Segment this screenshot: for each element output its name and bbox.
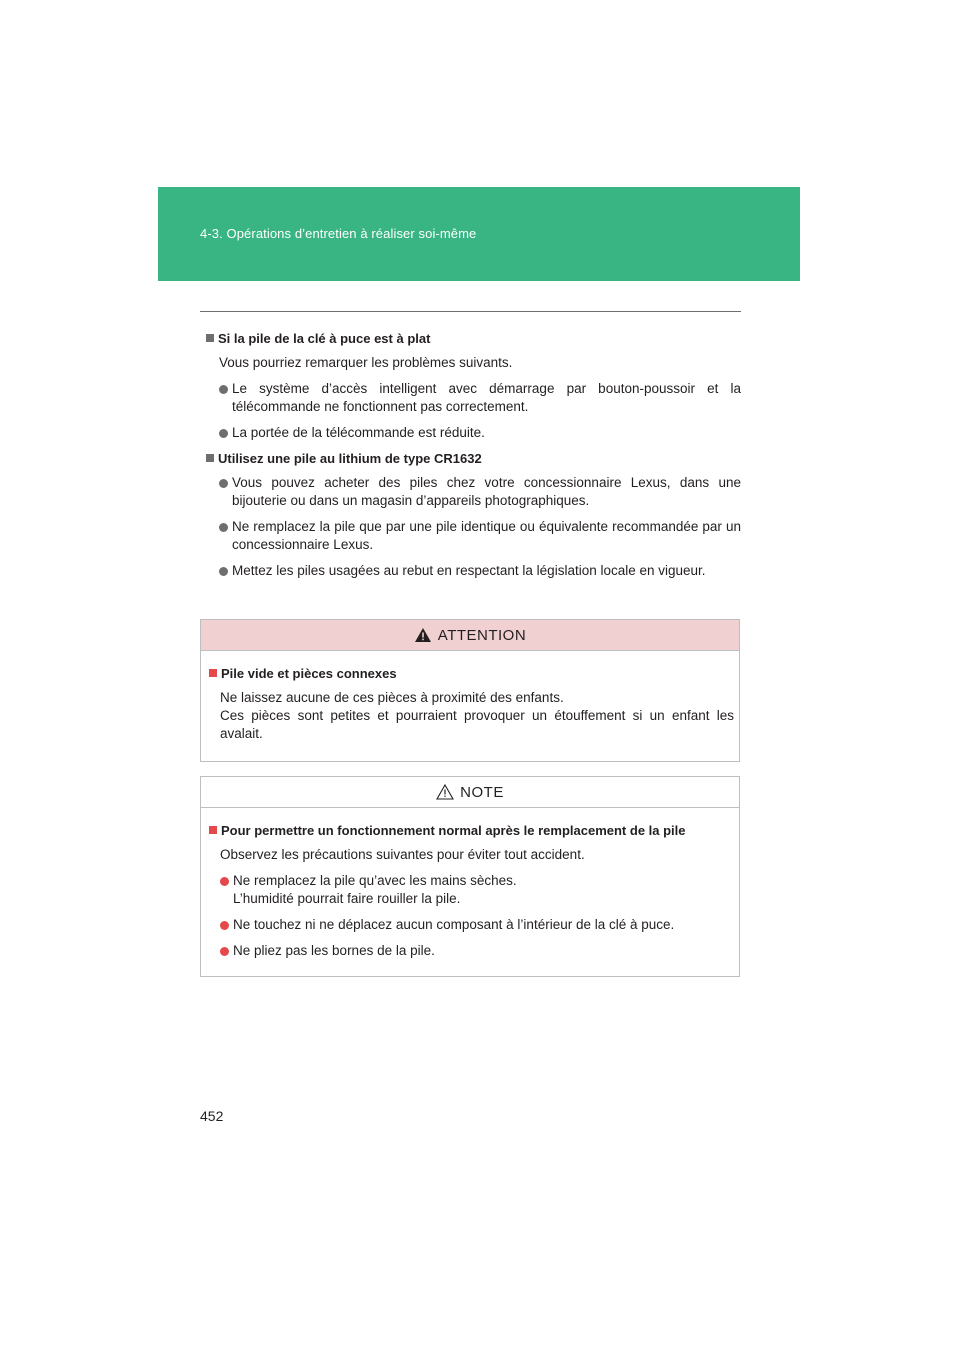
bullet-dot-icon: [220, 947, 229, 956]
square-bullet-icon: [206, 334, 214, 342]
list-item: Ne remplacez la pile que par une pile identique ou équivalente recommandée par un concessionnaire Lexus.: [219, 518, 741, 554]
list-item: Vous pouvez acheter des piles chez votre concessionnaire Lexus, dans une bijouterie ou dans un magasin d’appareils photographiques.: [219, 474, 741, 510]
chapter-header-band: [158, 187, 800, 281]
section-title-dead-battery: Si la pile de la clé à puce est à plat: [206, 330, 741, 348]
bullet-dot-icon: [219, 429, 228, 438]
attention-box: [200, 619, 740, 762]
note-header: [201, 777, 739, 808]
section-intro: Vous pourriez remarquer les problèmes suivants.: [219, 355, 513, 370]
note-intro: Observez les précautions suivantes pour éviter tout accident.: [220, 847, 585, 862]
attention-label: ATTENTION: [437, 626, 527, 644]
attention-line-1: Ne laissez aucune de ces pièces à proximité des enfants.: [220, 690, 564, 705]
note-body: [201, 808, 739, 978]
warning-triangle-outline-icon: [436, 784, 454, 800]
list-item: Mettez les piles usagées au rebut en respectant la législation locale en vigueur.: [219, 562, 741, 580]
bullet-dot-icon: [219, 479, 228, 488]
note-title: Pour permettre un fonctionnement normal après le remplacement de la pile: [209, 822, 734, 840]
list-item: Ne pliez pas les bornes de la pile.: [220, 942, 734, 960]
bullet-dot-icon: [220, 877, 229, 886]
attention-title: Pile vide et pièces connexes: [209, 665, 734, 683]
list-item: Le système d’accès intelligent avec démarrage par bouton-poussoir et la télécommande ne fonctionnent pas correctement.: [219, 380, 741, 416]
section-title-battery-type: Utilisez une pile au lithium de type CR1632: [206, 450, 741, 468]
note-box: [200, 776, 740, 977]
attention-header: [201, 620, 739, 651]
attention-body: [201, 651, 739, 753]
square-bullet-icon: [209, 826, 217, 834]
bullet-dot-icon: [219, 523, 228, 532]
list-item: La portée de la télécommande est réduite.: [219, 424, 741, 442]
square-bullet-icon: [206, 454, 214, 462]
warning-triangle-icon: [414, 627, 432, 643]
list-item: Ne remplacez la pile qu’avec les mains sèches. L’humidité pourrait faire rouiller la pile.: [220, 872, 734, 908]
square-bullet-icon: [209, 669, 217, 677]
bullet-dot-icon: [220, 921, 229, 930]
top-divider: [200, 311, 741, 312]
chapter-title: 4-3. Opérations d’entretien à réaliser soi-même: [200, 226, 477, 241]
list-item: Ne touchez ni ne déplacez aucun composant à l’intérieur de la clé à puce.: [220, 916, 734, 934]
main-content: [200, 330, 741, 588]
bullet-dot-icon: [219, 567, 228, 576]
note-label: NOTE: [460, 783, 504, 801]
page-number: 452: [200, 1108, 224, 1124]
attention-line-2: Ces pièces sont petites et pourraient provoquer un étouffement si un enfant les avalait.: [220, 708, 734, 741]
bullet-dot-icon: [219, 385, 228, 394]
